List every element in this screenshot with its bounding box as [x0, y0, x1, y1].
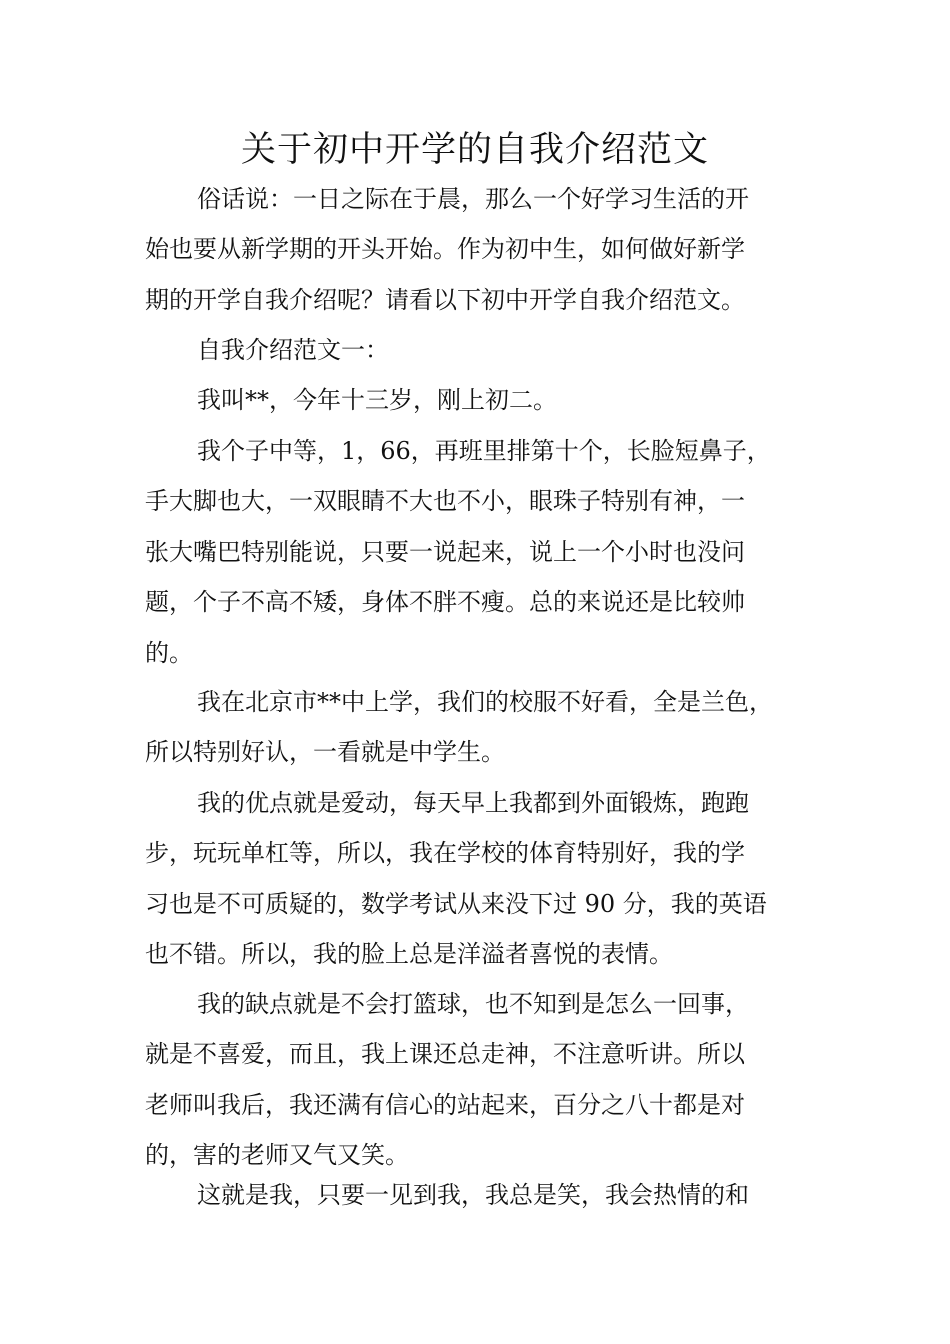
- text-line: 俗话说：一日之际在于晨，那么一个好学习生活的开: [197, 185, 749, 213]
- text-line: 期的开学自我介绍呢？请看以下初中开学自我介绍范文。: [145, 285, 745, 314]
- text-line: 老师叫我后，我还满有信心的站起来，百分之八十都是对: [145, 1090, 745, 1119]
- paragraph-strengths: [145, 778, 767, 980]
- document-title: 关于初中开学的自我介绍范文: [240, 130, 709, 170]
- text-line: 始也要从新学期的开头开始。作为初中生，如何做好新学: [145, 235, 745, 264]
- paragraph-appearance: [145, 426, 771, 678]
- paragraph-school: [145, 677, 773, 778]
- text-line: 习也是不可质疑的，数学考试从来没下过 90 分，我的英语: [145, 889, 767, 918]
- text-line: 自我介绍范文一：: [197, 336, 389, 364]
- text-line: 我叫**，今年十三岁，刚上初二。: [197, 386, 557, 414]
- paragraph-closing: [197, 1170, 749, 1220]
- text-line: 也不错。所以，我的脸上总是洋溢者喜悦的表情。: [145, 940, 673, 969]
- paragraph-intro: [145, 174, 749, 325]
- paragraph-name-age: [197, 375, 557, 425]
- text-line: 步，玩玩单杠等，所以，我在学校的体育特别好，我的学: [145, 839, 745, 868]
- text-line: 我个子中等，1，66，再班里排第十个，长脸短鼻子，: [197, 437, 771, 465]
- text-line: 我的优点就是爱动，每天早上我都到外面锻炼，跑跑: [197, 789, 749, 817]
- text-line: 这就是我，只要一见到我，我总是笑，我会热情的和: [197, 1181, 749, 1209]
- paragraph-weaknesses: [145, 979, 749, 1181]
- text-line: 的，害的老师又气又笑。: [145, 1141, 409, 1170]
- text-line: 就是不喜爱，而且，我上课还总走神，不注意听讲。所以: [145, 1040, 745, 1069]
- text-line: 张大嘴巴特别能说，只要一说起来，说上一个小时也没问: [145, 537, 745, 566]
- text-line: 手大脚也大，一双眼睛不大也不小，眼珠子特别有神，一: [145, 487, 745, 516]
- text-line: 的。: [145, 638, 193, 667]
- text-line: 所以特别好认，一看就是中学生。: [145, 738, 505, 767]
- text-line: 我在北京市**中上学，我们的校服不好看，全是兰色，: [197, 688, 773, 716]
- paragraph-sample-heading: [197, 325, 389, 375]
- text-line: 题，个子不高不矮，身体不胖不瘦。总的来说还是比较帅: [145, 588, 745, 617]
- text-line: 我的缺点就是不会打篮球，也不知到是怎么一回事，: [197, 990, 749, 1018]
